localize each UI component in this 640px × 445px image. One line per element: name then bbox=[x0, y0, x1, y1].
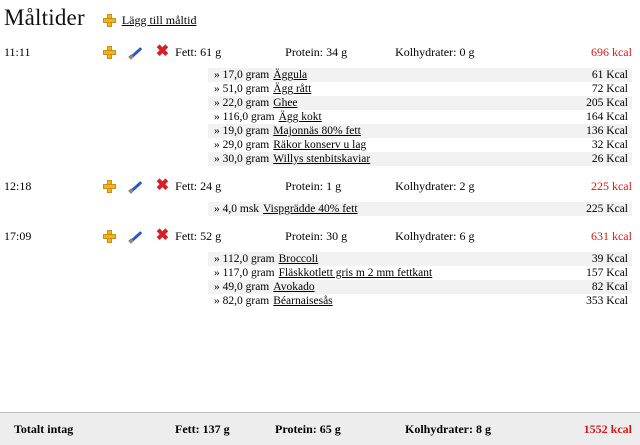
meal-time: 12:18 bbox=[4, 178, 32, 193]
item-amount: » 4,0 msk bbox=[214, 203, 260, 215]
item-name-link[interactable]: Äggula bbox=[273, 69, 308, 81]
item-kcal: 205 Kcal bbox=[586, 97, 628, 109]
table-row bbox=[208, 110, 632, 124]
meal-carbs: Kolhydrater: 6 g bbox=[395, 228, 475, 243]
item-amount: » 17,0 gram bbox=[214, 69, 270, 81]
plus-icon[interactable] bbox=[103, 180, 116, 193]
item-name-link[interactable]: Avokado bbox=[273, 281, 315, 293]
totals-protein: Protein: 65 g bbox=[275, 421, 341, 436]
item-name-link[interactable]: Fläskkotlett gris m 2 mm fettkant bbox=[278, 267, 433, 279]
item-name-link[interactable]: Ägg kokt bbox=[278, 111, 322, 123]
item-name-link[interactable]: Béarnaisesås bbox=[273, 295, 333, 307]
item-kcal: 164 Kcal bbox=[586, 111, 628, 123]
item-amount: » 116,0 gram bbox=[214, 111, 275, 123]
meal-actions bbox=[103, 229, 175, 243]
page-header bbox=[0, 0, 640, 32]
meal-block bbox=[0, 176, 640, 216]
meal-carbs: Kolhydrater: 0 g bbox=[395, 44, 475, 59]
meal-items bbox=[208, 68, 632, 166]
item-kcal: 72 Kcal bbox=[591, 83, 628, 95]
item-amount: » 29,0 gram bbox=[214, 139, 270, 151]
meal-protein: Protein: 1 g bbox=[285, 178, 342, 193]
item-amount: » 19,0 gram bbox=[214, 125, 270, 137]
meal-macros bbox=[175, 45, 545, 60]
meal-fat: Fett: 24 g bbox=[175, 178, 222, 193]
plus-icon[interactable] bbox=[103, 14, 116, 27]
meal-block bbox=[0, 42, 640, 166]
meal-fat: Fett: 52 g bbox=[175, 228, 222, 243]
item-kcal: 26 Kcal bbox=[591, 153, 628, 165]
item-kcal: 225 Kcal bbox=[586, 203, 628, 215]
meal-header bbox=[0, 226, 640, 246]
item-amount: » 117,0 gram bbox=[214, 267, 275, 279]
item-amount: » 82,0 gram bbox=[214, 295, 270, 307]
meal-protein: Protein: 30 g bbox=[285, 228, 348, 243]
item-kcal: 157 Kcal bbox=[586, 267, 628, 279]
plus-icon[interactable] bbox=[103, 230, 116, 243]
item-kcal: 61 Kcal bbox=[591, 69, 628, 81]
item-name-link[interactable]: Ghee bbox=[273, 97, 298, 109]
meal-carbs: Kolhydrater: 2 g bbox=[395, 178, 475, 193]
meal-kcal: 631 kcal bbox=[590, 228, 632, 243]
table-row bbox=[208, 252, 632, 266]
item-name-link[interactable]: Ägg rått bbox=[273, 83, 312, 95]
table-row bbox=[208, 68, 632, 82]
meal-block bbox=[0, 226, 640, 308]
add-meal-link[interactable]: Lägg till måltid bbox=[121, 12, 197, 27]
item-name-link[interactable]: Räkor konserv u lag bbox=[273, 139, 367, 151]
add-meal-control[interactable] bbox=[103, 13, 197, 28]
meal-items bbox=[208, 252, 632, 308]
item-amount: » 22,0 gram bbox=[214, 97, 270, 109]
meal-macros bbox=[175, 179, 545, 194]
meal-header bbox=[0, 176, 640, 196]
meal-time: 11:11 bbox=[4, 44, 31, 59]
table-row bbox=[208, 202, 632, 216]
table-row bbox=[208, 96, 632, 110]
item-kcal: 32 Kcal bbox=[591, 139, 628, 151]
item-amount: » 112,0 gram bbox=[214, 253, 275, 265]
item-kcal: 136 Kcal bbox=[586, 125, 628, 137]
meal-kcal: 696 kcal bbox=[590, 44, 632, 59]
table-row bbox=[208, 294, 632, 308]
table-row bbox=[208, 266, 632, 280]
item-name-link[interactable]: Majonnäs 80% fett bbox=[273, 125, 361, 137]
item-kcal: 39 Kcal bbox=[591, 253, 628, 265]
item-kcal: 82 Kcal bbox=[591, 281, 628, 293]
table-row bbox=[208, 82, 632, 96]
item-name-link[interactable]: Broccoli bbox=[278, 253, 319, 265]
item-name-link[interactable]: Vispgrädde 40% fett bbox=[263, 203, 358, 215]
meal-time: 17:09 bbox=[4, 228, 32, 243]
totals-fat: Fett: 137 g bbox=[175, 421, 230, 436]
table-row bbox=[208, 152, 632, 166]
item-name-link[interactable]: Willys stenbitskaviar bbox=[273, 153, 371, 165]
page-title: Måltider bbox=[4, 5, 85, 30]
close-icon[interactable]: ✖ bbox=[155, 227, 170, 244]
meal-kcal: 225 kcal bbox=[590, 178, 632, 193]
meals-list bbox=[0, 42, 640, 308]
close-icon[interactable]: ✖ bbox=[155, 43, 170, 60]
totals-carbs: Kolhydrater: 8 g bbox=[405, 421, 491, 436]
close-icon[interactable]: ✖ bbox=[155, 177, 170, 194]
meal-actions bbox=[103, 179, 175, 193]
plus-icon[interactable] bbox=[103, 46, 116, 59]
pencil-icon[interactable] bbox=[129, 229, 143, 243]
item-amount: » 49,0 gram bbox=[214, 281, 270, 293]
meal-items bbox=[208, 202, 632, 216]
meal-macros bbox=[175, 229, 545, 244]
table-row bbox=[208, 280, 632, 294]
totals-row bbox=[0, 412, 640, 445]
table-row bbox=[208, 138, 632, 152]
pencil-icon[interactable] bbox=[129, 179, 143, 193]
item-amount: » 51,0 gram bbox=[214, 83, 270, 95]
totals-kcal: 1552 kcal bbox=[583, 421, 632, 436]
meal-protein: Protein: 34 g bbox=[285, 44, 348, 59]
meal-actions bbox=[103, 45, 175, 59]
pencil-icon[interactable] bbox=[129, 45, 143, 59]
table-row bbox=[208, 124, 632, 138]
totals-label: Totalt intag bbox=[14, 421, 74, 436]
meal-header bbox=[0, 42, 640, 62]
item-kcal: 353 Kcal bbox=[586, 295, 628, 307]
item-amount: » 30,0 gram bbox=[214, 153, 270, 165]
meal-fat: Fett: 61 g bbox=[175, 44, 222, 59]
